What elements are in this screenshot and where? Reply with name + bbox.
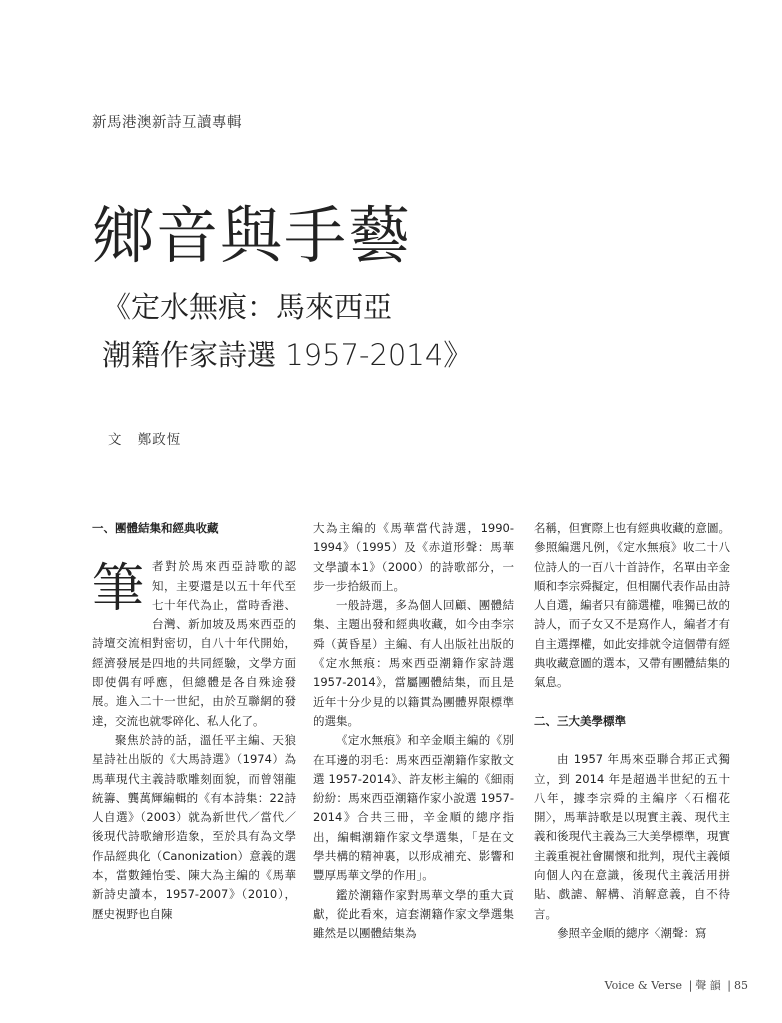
- article-title: 鄉音與手藝: [92, 199, 413, 272]
- paragraph: 名稱，但實際上也有經典收藏的意圖。參照編選凡例，《定水無痕》收二十八位詩人的一百八十首詩作，名單由辛金順和李宗舜擬定，但相關代表作品由詩人自選，編者只有篩選權，唯獨已故的詩人，而子女又不是寫作人，編者才有自主選擇權，如此安排就令這個帶有經典收藏意圖的選本，又帶有團體結集的氣息。: [534, 521, 730, 690]
- drop-cap: 筆: [92, 559, 145, 620]
- page-footer: [605, 977, 748, 993]
- column-2: [313, 519, 514, 944]
- byline-label: 文: [108, 432, 123, 448]
- column-1: [92, 519, 296, 924]
- subtitle-line-1: 《定水無痕：馬來西亞: [102, 290, 393, 324]
- paragraph: 一般詩選，多為個人回顧、團體結集、主題出發和經典收藏，如今由李宗舜（黃昏星）主編、有人出版社出版的《定水無痕：馬來西亞潮籍作家詩選 1957-2014》，當屬團體結集，而且是近年十分少見的以籍貫為團體界限標準的選集。: [313, 598, 514, 728]
- paragraph: 參照辛金順的總序〈潮聲：寫: [557, 925, 707, 940]
- magazine-chinese-name: 聲 韻: [695, 979, 721, 992]
- page-number: 85: [734, 979, 748, 992]
- paragraph: 由 1957 年馬來亞聯合邦正式獨立，到 2014 年是超過半世紀的五十八年，據李宗舜的主編序〈石榴花開〉，馬華詩歌是以現實主義、現代主義和後現代主義為三大美學標準，現實主義重視社會關懷和批判，現代主義傾向個人內在意識，後現代主義活用拼貼、戲謔、解構、消解意義，自不待言。: [534, 752, 730, 921]
- magazine-name: Voice & Verse: [604, 979, 683, 992]
- footer-separator: |: [727, 979, 731, 992]
- footer-separator: |: [688, 979, 693, 992]
- paragraph: 聚焦於詩的話，溫任平主編、天狼星詩社出版的《大馬詩選》（1974）為馬華現代主義詩歌雕刻面貌，而曾翎龍統籌、龔萬輝編輯的《有本詩集：22詩人自選》（2003）就為新世代／當代／後現代詩歌繪形造象，至於具有為文學作品經典化（Canonization）意義的選本，當數鍾怡雯、陳大為主編的《馬華新詩史讀本，1957-2007》（2010），歷史視野也自陳: [92, 732, 296, 921]
- section-heading-2: 二、三大美學標準: [534, 713, 626, 728]
- paragraph-text: 者對於馬來西亞詩歌的認知，主要還是以五十年代至七十年代為止，當時香港、台灣、新加坡及馬來西亞的詩壇交流相對密切，自八十年代開始，經濟發展是四地的共同經驗，文學方面即使偶有呼應，但總體是各自殊途發展。進入二十一世紀，由於互聯網的發達，交流也就零碎化、私人化了。: [92, 559, 296, 728]
- byline: [108, 428, 181, 448]
- subtitle-line-2: 潮籍作家詩選 1957-2014》: [102, 338, 473, 372]
- paragraph: 《定水無痕》和辛金順主編的《別在耳邊的羽毛：馬來西亞潮籍作家散文選 1957-2014》、許友彬主編的《細雨紛紛：馬來西亞潮籍作家小說選 1957-2014》合共三冊，辛金順的總序指出，編輯潮籍作家文學選集，「是在文學共構的精神裏，以形成補充、影響和豐厚馬華文學的作用」。: [313, 733, 514, 883]
- section-kicker: 新馬港澳新詩互讀專輯: [92, 115, 242, 131]
- author-name: 鄭政恆: [137, 432, 182, 448]
- section-heading-1: 一、團體結集和經典收藏: [92, 521, 219, 535]
- paragraph: 大為主編的《馬華當代詩選，1990-1994》（1995）及《赤道形聲：馬華文學讀本1》（2000）的詩歌部分，一步一步拾級而上。: [313, 521, 514, 593]
- article-subtitle: [102, 283, 472, 379]
- column-3: [534, 519, 730, 943]
- paragraph: 鑑於潮籍作家對馬華文學的重大貢獻，從此看來，這套潮籍作家文學選集雖然是以團體結集為: [313, 887, 514, 941]
- paragraph: [92, 557, 296, 731]
